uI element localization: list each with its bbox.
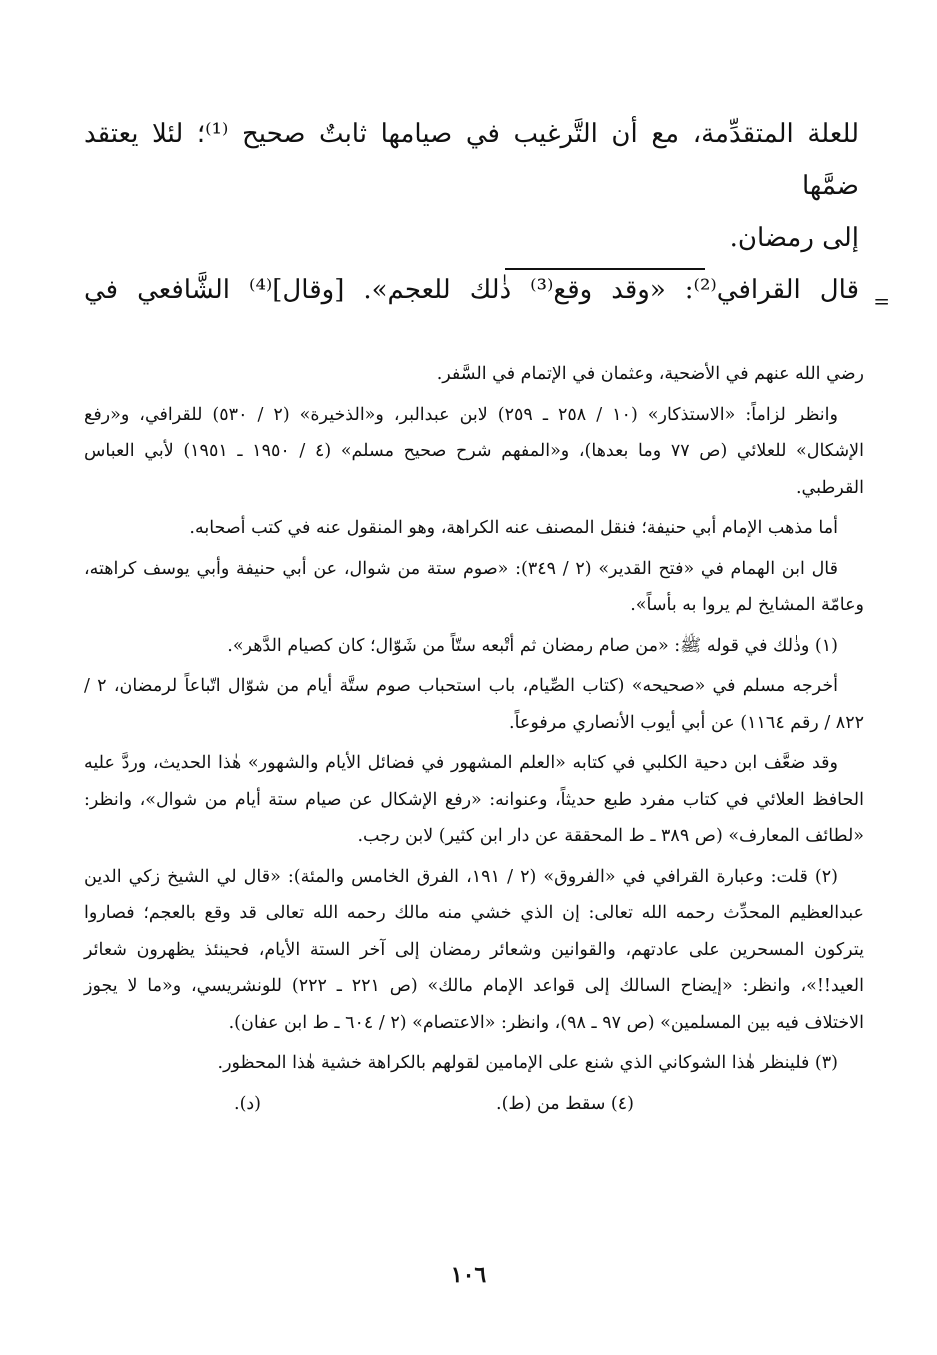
continuation-marker: = <box>873 289 890 313</box>
footnotes <box>84 283 890 1122</box>
footnote-paragraph: أما مذهب الإمام أبي حنيفة؛ فنقل المصنف عنه الكراهة، وهو المنقول عنه في كتب أصحابه. <box>189 518 838 538</box>
footnote-paragraph: أخرجه مسلم في «صحيحه» (كتاب الصِّيام، باب استحباب صوم ستَّة أيام من شوّال اتّباعاً لرمضان، ٢ / ٨٢٢ / رقم ١١٦٤) عن أبي أيوب الأنصاري مرفوعاً. <box>84 676 864 733</box>
page-number: ١٠٦ <box>450 1262 487 1288</box>
footnote-4: (٤) سقط من (ط). <box>496 1093 634 1114</box>
footnote-last-row <box>84 1086 864 1122</box>
main-text-line: قال القرافي⁽²⁾: «وقد وقع⁽³⁾ ذٰلك للعجم». [وقال]⁽⁴⁾ الشَّافعي في <box>84 275 860 305</box>
footnote-3: (٣) فلينظر هٰذا الشوكاني الذي شنع على الإمامين لقولهم بالكراهة خشية هٰذا المحظور. <box>217 1053 838 1073</box>
main-text-line: للعلة المتقدِّمة، مع أن التَّرغيب في صيامها ثابتٌ صحيح ⁽¹⁾؛ لئلا يعتقد ضمَّها <box>84 119 859 201</box>
footnote-paragraph: وقد ضعَّف ابن دحية الكلبي في كتابه «العلم المشهور في فضائل الأيام والشهور» هٰذا الحديث، وردَّ عليه الحافظ العلائي في كتاب مفرد طبع حديثاً، وعنوانه: «رفع الإشكال عن صيام ستة أيام من شوال»، وانظر: «لطائف المعارف» (ص ٣٨٩ ـ ط المحققة عن دار ابن كثير) لابن رجب. <box>84 753 864 846</box>
footnote-d: (د). <box>234 1093 262 1114</box>
footnote-paragraph: وانظر لزاماً: «الاستذكار» (١٠ / ٢٥٨ ـ ٢٥٩) لابن عبدالبر، و«الذخيرة» (٢ / ٥٣٠) للقرافي، و«رفع الإشكال» للعلائي (ص ٧٧ وما بعدها)، و«المفهم شرح صحيح مسلم» (٤ / ١٩٥٠ ـ ١٩٥١) لأبي العباس القرطبي. <box>84 404 864 498</box>
footnote-paragraph: قال ابن الهمام في «فتح القدير» (٢ / ٣٤٩): «صوم ستة من شوال، عن أبي حنيفة وأبي يوسف كراهته، وعامّة المشايخ لم يروا به بأساً». <box>84 558 864 615</box>
footnote-text: رضي الله عنهم في الأضحية، وعثمان في الإتمام في السَّفر. <box>436 364 864 384</box>
footnote-separator <box>505 268 705 270</box>
footnote-1: (١) وذٰلك في قوله ﷺ: «من صام رمضان ثم أتْبعه ستّاً من شَوّال؛ كان كصيام الدَّهر». <box>227 635 838 656</box>
footnote-paragraph <box>84 283 890 393</box>
footnote-2: (٢) قلت: وعبارة القرافي في «الفروق» (٢ / ١٩١، الفرق الخامس والمئة): «قال لي الشيخ زكي الدين عبدالعظيم المحدِّث رحمه الله تعالى: إن الذي خشي منه مالك رحمه الله تعالى قد وقع بالعجم؛ فصاروا يتركون المسحرين على عادتهم، والقوانين وشعائر رمضان إلى آخر الستة الأيام، فحينئذ يظهرون شعائر العيد!!»، وانظر: «إيضاح السالك إلى قواعد الإمام مالك» (ص ٢٢١ ـ ٢٢٢) للونشريسي، و«ما لا يجوز الاختلاف فيه بين المسلمين» (ص ٩٧ ـ ٩٨)، وانظر: «الاعتصام» (٢ / ٦٠٤ ـ ط ابن عفان). <box>84 866 864 1033</box>
main-text-line: إلى رمضان. <box>729 223 859 253</box>
